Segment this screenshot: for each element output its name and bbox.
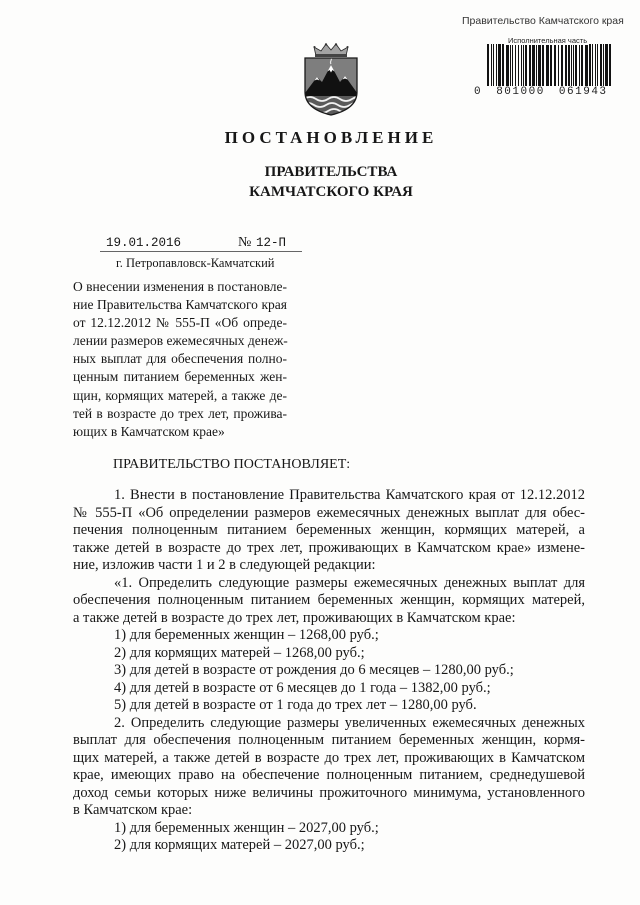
subject-line: О внесении изменения в постановле- [73, 279, 287, 294]
paragraph [73, 645, 585, 663]
barcode-bar [568, 44, 570, 86]
paragraph-line: «1. Определить следующие размеры ежемесячных денежных выплат для [114, 574, 585, 591]
barcode-bar [487, 44, 489, 86]
paragraph [73, 837, 585, 855]
paragraph-line: 5) для детей в возрасте от 1 года до трех лет – 1280,00 руб. [114, 697, 477, 713]
barcode-bar [600, 44, 602, 86]
paragraph-line: 2. Определить следующие размеры увеличенных ежемесячных денежных [114, 714, 585, 731]
document-body [73, 487, 585, 855]
barcode-bar [536, 44, 537, 86]
barcode-bar [558, 44, 559, 86]
paragraph-line: 1) для беременных женщин – 1268,00 руб.; [114, 627, 379, 643]
paragraph-line: печения полноценным питанием беременных женщин, кормящих матерей, а [73, 522, 585, 538]
paragraph-line: ние, изложив части 1 и 2 в следующей редакции: [73, 557, 376, 573]
barcode-bar [493, 44, 494, 86]
paragraph-line: в Камчатском крае: [73, 802, 193, 818]
barcode-bar [573, 44, 574, 86]
paragraph [73, 680, 585, 698]
subject-line: ющих в Камчатском крае» [73, 423, 225, 439]
barcode-bar [491, 44, 492, 86]
paragraph [73, 820, 585, 838]
paragraph [73, 487, 585, 575]
paragraph-line: 2) для кормящих матерей – 2027,00 руб.; [114, 837, 365, 853]
paragraph-line: 4) для детей в возрасте от 6 месяцев до 1 года – 1382,00 руб.; [114, 679, 491, 696]
barcode-bar [565, 44, 567, 86]
subject-line: ных выплат для обеспечения полно- [73, 351, 287, 367]
subject-line: ценным питанием беременных жен- [73, 369, 287, 385]
paragraph [73, 697, 585, 715]
paragraph-line: 2) для кормящих матерей – 1268,00 руб.; [114, 644, 365, 661]
document-place: г. Петропавловск-Камчатский [116, 256, 275, 270]
document-type-title: ПОСТАНОВЛЕНИЕ [224, 128, 438, 147]
barcode-bar [605, 44, 608, 86]
paragraph-line: обеспечения полноценным питанием беременных женщин, кормящих матерей, [73, 592, 585, 608]
barcode-bar [550, 44, 552, 86]
barcode-bar [595, 44, 596, 86]
barcode-bar [609, 44, 611, 86]
paragraph-line: а также детей в возрасте до трех лет, проживающих в Камчатском крае: [73, 609, 516, 626]
subject-line: от 12.12.2012 № 555-П «Об опреде- [73, 315, 287, 331]
subject-line: лении размеров ежемесячных денеж- [73, 333, 288, 349]
barcode-bar [521, 44, 522, 86]
barcode-bar [512, 44, 513, 86]
barcode-bar [542, 44, 544, 86]
paragraph-line: 1) для беременных женщин – 2027,00 руб.; [114, 819, 379, 836]
number-sign: № [238, 235, 252, 250]
paragraph-line: также детей в возрасте до трех лет, проживающих в Камчатском крае» измене- [73, 539, 585, 556]
barcode-bar [554, 44, 556, 86]
subject-line: тей в возрасте до трех лет, прожива- [73, 405, 287, 421]
barcode-bar [561, 44, 563, 86]
barcode-bar [506, 44, 509, 86]
paragraph-line: доход семьи которых ниже величины прожиточного минимума, установленного [73, 784, 585, 801]
paragraph [73, 662, 585, 680]
barcode-bar [538, 44, 541, 86]
barcode-bar [529, 44, 531, 86]
kamchatka-coat-of-arms-icon [300, 42, 362, 116]
document-subject [73, 278, 287, 441]
issuer-line-2: КАМЧАТСКОГО КРАЯ [249, 184, 413, 200]
barcode-bar [571, 44, 572, 86]
barcode-bar [585, 44, 588, 86]
stamp-organization: Правительство Камчатского края [462, 15, 624, 27]
registration-underline [100, 251, 302, 252]
stamp-department: Исполнительная часть [508, 36, 588, 45]
barcode-bar [498, 44, 501, 86]
paragraph-line: выплат для обеспечения полноценным питанием беременных женщин, кормя- [73, 732, 585, 748]
preamble: ПРАВИТЕЛЬСТВО ПОСТАНОВЛЯЕТ: [113, 457, 351, 472]
barcode-bar [581, 44, 583, 86]
barcode-bar [502, 44, 504, 86]
document-date: 19.01.2016 [106, 236, 182, 250]
barcode-bar [592, 44, 593, 86]
barcode-bar [589, 44, 591, 86]
barcode-bar [510, 44, 511, 86]
barcode-bar [597, 44, 598, 86]
subject-line: ние Правительства Камчатского края [73, 297, 287, 313]
paragraph-line: № 555-П «Об определении размеров ежемесячных денежных выплат для обес- [73, 504, 585, 521]
barcode-bar [515, 44, 516, 86]
subject-line: щин, кормящих матерей, а также де- [73, 387, 287, 403]
barcode-bar [603, 44, 604, 86]
barcode-bar [546, 44, 549, 86]
barcode-bar [518, 44, 519, 86]
barcode-bar [575, 44, 577, 86]
paragraph-line: щих матерей, а также детей в возрасте до трех лет, проживающих в Камчатском [73, 749, 585, 766]
barcode-bar [525, 44, 527, 86]
paragraph-line: 3) для детей в возрасте от рождения до 6 месяцев – 1280,00 руб.; [114, 662, 514, 678]
barcode-number: 0 801000 061943 [474, 86, 608, 98]
barcode-bar [523, 44, 524, 86]
barcode [487, 44, 613, 86]
paragraph [73, 627, 585, 645]
barcode-bar [579, 44, 580, 86]
paragraph [73, 575, 585, 628]
issuer-line-1: ПРАВИТЕЛЬСТВА [264, 164, 398, 180]
document-number: 12-П [256, 236, 287, 250]
barcode-bar [496, 44, 497, 86]
barcode-bar [532, 44, 535, 86]
paragraph [73, 715, 585, 820]
paragraph-line: 1. Внести в постановление Правительства Камчатского края от 12.12.2012 [114, 487, 585, 503]
paragraph-line: крае, имеющих право на обеспечение полноценным питанием, среднедушевой [73, 767, 585, 783]
